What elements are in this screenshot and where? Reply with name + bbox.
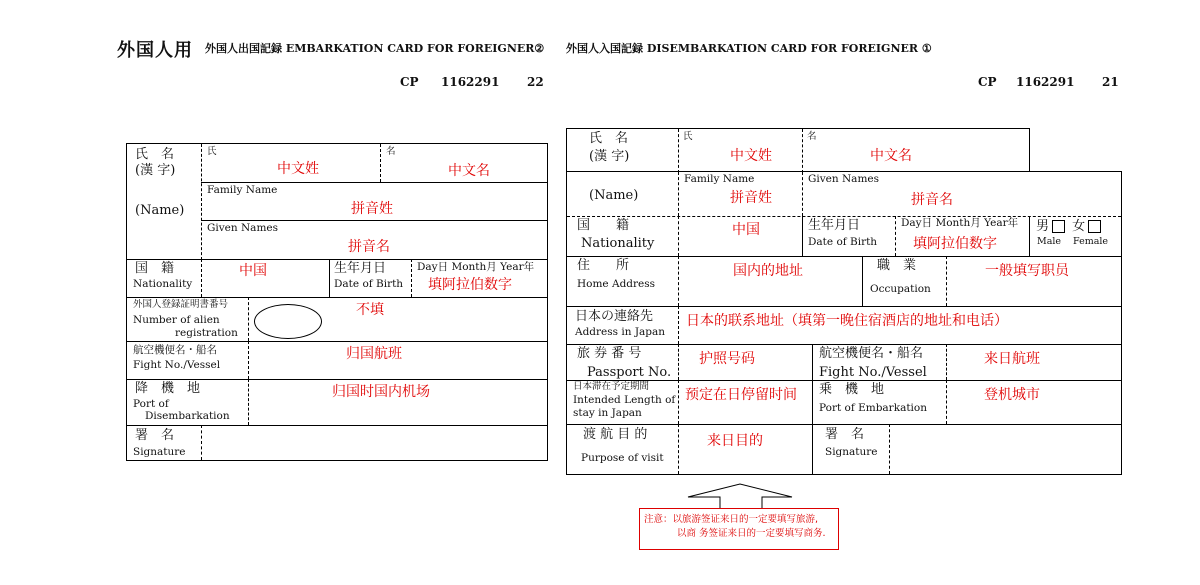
divider [127,341,547,342]
given-names-value[interactable]: 拼音名 [911,192,953,208]
divider [127,379,547,380]
flight-value[interactable]: 来日航班 [984,351,1040,367]
male-en-label: Male [1037,236,1062,247]
dis-cp-page: 21 [1102,75,1119,89]
given-mark: 名 [807,131,817,142]
gender-checkboxes [1036,219,1104,234]
name-en-label: (Name) [589,188,639,203]
japan-address-en-label: Address in Japan [575,326,666,338]
name-en-label: (Name) [135,203,185,218]
family-name-value[interactable]: 拼音姓 [730,190,772,206]
port-value[interactable]: 归国时国内机场 [332,384,430,400]
male-label: 男 [1036,219,1050,234]
flight-en-label: Fight No./Vessel [133,359,221,371]
nationality-cjk-label: 国 籍 [577,218,630,233]
passport-cjk-label: 旅 券 番 号 [577,346,642,361]
divider [411,259,412,297]
japan-address-cjk-label: 日本の連絡先 [575,309,654,324]
passport-value[interactable]: 护照号码 [699,351,755,367]
dob-format-label: Day日 Month月 Year年 [901,217,1019,229]
male-checkbox[interactable] [1052,220,1065,233]
given-value[interactable]: 中文名 [448,163,490,179]
divider [567,344,1121,345]
surname-value[interactable]: 中文姓 [730,148,772,164]
divider [889,424,890,474]
dob-en-label: Date of Birth [334,278,404,290]
surname-mark: 氏 [207,146,217,157]
divider [946,344,947,380]
divider [678,256,679,306]
divider [678,216,679,256]
note-line-1: 注意：以旅游签证来日的一定要填写旅游, [644,514,819,525]
emb-cp-page: 22 [527,75,544,89]
address-cjk-label: 住 所 [577,258,630,273]
divider [567,306,1121,307]
disembarkation-name-block [566,128,1030,172]
port-cjk-label: 降 機 地 [135,381,201,396]
given-names-label: Given Names [207,222,278,234]
port-cjk-label: 乗 機 地 [819,382,885,397]
signature-en-label: Signature [825,446,878,458]
divider [802,129,803,173]
divider [678,306,679,344]
nationality-value[interactable]: 中国 [732,222,760,238]
port-en-label-1: Port of [133,398,169,410]
arrow-up-icon [686,483,794,509]
address-en-label: Home Address [577,278,656,290]
nationality-cjk-label: 国 籍 [135,261,175,276]
dob-value[interactable]: 填阿拉伯数字 [428,277,512,293]
divider [812,380,813,424]
dob-en-label: Date of Birth [808,236,878,248]
divider [812,344,813,380]
stay-en-label-2: stay in Japan [573,407,642,419]
dis-cp-number: 1162291 [1016,75,1075,89]
signature-en-label: Signature [133,446,186,458]
divider [678,380,679,424]
address-value[interactable]: 国内的地址 [733,263,803,279]
disembarkation-card [566,171,1122,475]
female-en-label: Female [1073,236,1109,247]
nationality-en-label: Nationality [133,278,193,290]
occupation-cjk-label: 職 業 [877,258,917,273]
surname-mark: 氏 [683,131,693,142]
emb-cp-label: CP [400,75,419,89]
given-mark: 名 [386,146,396,157]
note-box [639,508,839,550]
given-value[interactable]: 中文名 [870,148,912,164]
emb-cp-number: 1162291 [441,75,500,89]
dob-value[interactable]: 填阿拉伯数字 [913,236,997,252]
divider [567,256,1121,257]
kanji-label: (漢 字) [589,149,630,164]
divider [567,216,1121,217]
surname-value[interactable]: 中文姓 [277,161,319,177]
divider [248,341,249,379]
note-line-2: 以商 务签证来日的一定要填写商务. [677,528,826,539]
divider [678,424,679,474]
name-cjk-label: 氏 名 [589,131,629,146]
passport-en-label: Passport No. [587,365,672,380]
dob-cjk-label: 生年月日 [334,261,387,276]
stay-value[interactable]: 预定在日停留时间 [685,387,797,403]
divider [248,379,249,425]
occupation-value[interactable]: 一般填写职员 [985,263,1069,279]
divider [201,144,202,260]
flight-cjk-label: 航空機便名・船名 [819,346,924,361]
alien-cjk-label: 外国人登録証明書番号 [133,299,229,310]
japan-address-value[interactable]: 日本的联系地址（填第一晚住宿酒店的地址和电话） [686,313,1008,329]
embarkation-card [126,143,548,461]
port-en-label-2: Disembarkation [145,410,230,422]
port-value[interactable]: 登机城市 [984,387,1040,403]
flight-en-label: Fight No./Vessel [819,365,927,380]
stamp-oval [254,304,322,339]
dob-cjk-label: 生年月日 [808,218,861,233]
flight-cjk-label: 航空機便名・船名 [133,344,217,356]
divider [201,220,547,221]
page-title: 外国人用 [117,40,193,61]
divider [127,297,547,298]
divider [678,344,679,380]
divider [380,144,381,182]
given-names-value[interactable]: 拼音名 [348,239,390,255]
divider [201,259,202,297]
alien-en-label-1: Number of alien [133,314,220,326]
divider [248,297,249,341]
divider [1029,216,1030,256]
stay-cjk-label: 日本滞在予定期間 [573,381,650,392]
given-names-label: Given Names [808,173,879,185]
divider [862,256,863,306]
disembarkation-title: 外国人入国記録 DISEMBARKATION CARD FOR FOREIGNER ① [566,42,932,55]
purpose-en-label: Purpose of visit [581,452,664,464]
alien-en-label-2: registration [175,327,238,339]
divider [946,256,947,306]
divider [895,216,896,256]
divider [329,259,330,297]
dob-format-label: Day日 Month月 Year年 [417,261,535,273]
female-checkbox[interactable] [1088,220,1101,233]
divider [812,424,813,474]
purpose-cjk-label: 渡 航 目 的 [583,427,648,442]
occupation-en-label: Occupation [870,283,931,295]
family-name-value[interactable]: 拼音姓 [351,201,393,217]
flight-value[interactable]: 归国航班 [346,346,402,362]
divider [678,129,679,173]
nationality-en-label: Nationality [581,236,655,251]
divider [567,380,1121,381]
kanji-label: (漢 字) [135,163,176,178]
divider [567,424,1121,425]
female-label: 女 [1072,219,1086,234]
stay-en-label-1: Intended Length of [573,394,676,406]
port-en-label: Port of Embarkation [819,402,927,414]
dis-cp-label: CP [978,75,997,89]
divider [678,172,679,216]
signature-cjk-label: 署 名 [135,428,175,443]
divider [127,259,547,260]
signature-cjk-label: 署 名 [825,427,865,442]
family-name-label: Family Name [684,173,755,185]
divider [802,172,803,216]
family-name-label: Family Name [207,184,278,196]
nationality-value[interactable]: 中国 [239,263,267,279]
divider [802,216,803,256]
embarkation-title: 外国人出国記録 EMBARKATION CARD FOR FOREIGNER② [205,42,545,55]
divider [946,380,947,424]
divider [201,425,202,460]
divider [201,182,547,183]
alien-value[interactable]: 不填 [356,302,384,318]
purpose-value[interactable]: 来日目的 [707,433,763,449]
divider [127,425,547,426]
name-cjk-label: 氏 名 [135,147,175,162]
